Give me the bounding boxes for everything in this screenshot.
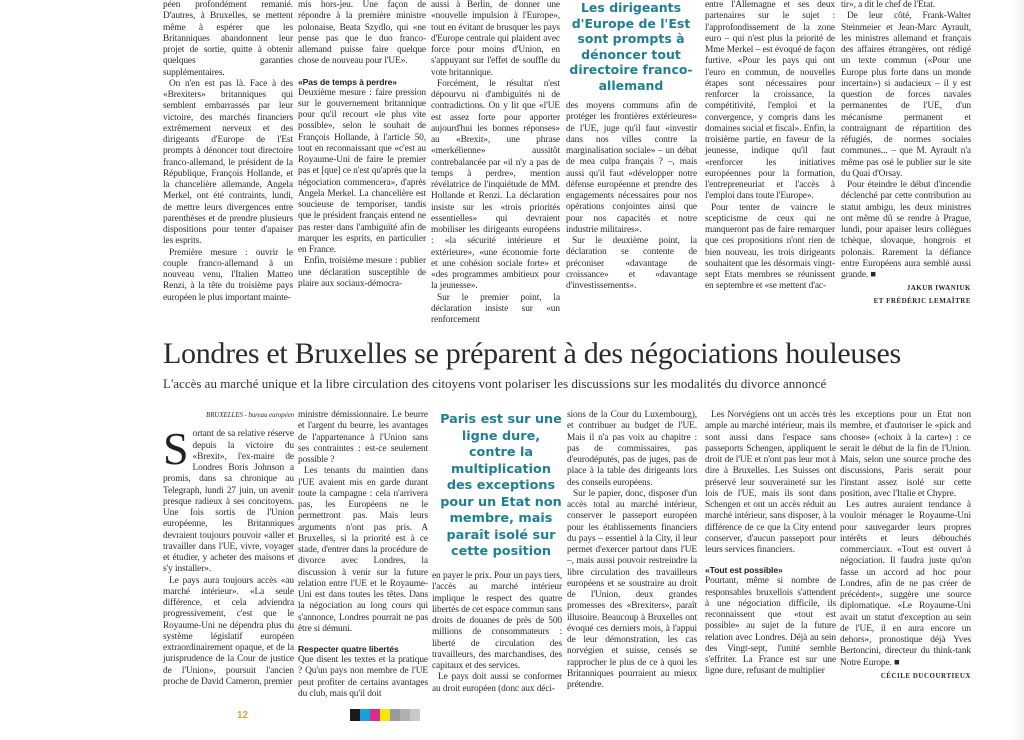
top-column-1 xyxy=(163,0,293,304)
main-column-2 xyxy=(298,410,428,700)
paragraph: Première mesure : ouvrir le couple franco-allemand à un nouveau venu, l'Italien Matteo Renzi, à la tête du troisième pays européen le plus important mainte- xyxy=(163,247,293,303)
paragraph: en payer le prix. Pour un pays tiers, l'accès au marché intérieur implique le respect des quatre libertés de cet espace commun sans droits de douanes de près de 500 millions de consommateurs : liberté de circulation des travailleurs, des marchandises, des capitaux et des services. xyxy=(432,571,562,671)
paragraph: Pour éteindre le début d'incendie déclenché par cette contribution au statut ambigu, les deux ministres ont même dû se rendre à Prague, lundi, pour apaiser leurs collègues tchèque, slovaque, hongrois et polonais. Rarement la défiance entre Européens aura semblé aussi grande. ■ xyxy=(841,180,971,280)
paragraph: Enfin, troisième mesure : publier une déclaration susceptible de plaire aux sociaux-démocra- xyxy=(298,256,426,289)
top-pullquote: Les dirigeants d'Europe de l'Est sont prompts à dénoncer tout directoire franco-allemand xyxy=(569,0,693,93)
paragraph-text: ortant de sa relative réserve depuis la victoire du «Brexit», l'ex-maire de Londres Boris Johnson a promis, dans sa chronique au Telegraph, lundi 27 juin, un avenir presque radieux à ses concitoyens. Une fois sortis de l'Union européenne, les Britanniques devraient toujours pouvoir «aller et travailler dans l'UE, vivre, voyager et étudier, y acheter des maisons et s'y installer». xyxy=(163,429,294,575)
paragraph: des moyens communs afin de protéger les frontières extérieures» de l'UE, juge qu'il faut «investir dans nos villes contre la marginalisation sociale» – un débat de mea culpa français ? –, mais aussi qu'il faut «développer notre défense européenne et prendre des engagements nécessaires pour nos opérations conjointes ainsi que pour nos capacités et notre industrie militaires». xyxy=(566,101,697,235)
subheading: «Pas de temps à perdre» xyxy=(298,76,397,87)
article-headline: Londres et Bruxelles se préparent à des négociations houleuses xyxy=(163,337,901,370)
paragraph: Les tenants du maintien dans l'UE avaient mis en garde durant toute la campagne : cela n'arrivera pas, les Européens ne le permettront pas. Mais leurs arguments n'ont pas pris. A Bruxelles, si la priorité est à ce stade, d'entrer dans la procédure de divorce avec Londres, la discussion à venir sur la future relation entre l'UE et le Royaume-Uni est dans toutes les têtes. Dans la négociation au long cours qui s'annonce, Londres pourrait ne pas être si démuni. xyxy=(298,466,428,634)
page-edge-shadow xyxy=(1010,0,1024,740)
paragraph: Deuxième mesure : faire pression sur le gouvernement britannique pour qu'il recourt «le plus vite possible», selon le souhait de François Hollande, à l'article 50, tout en reconnaissant que «c'est au Royaume-Uni de faire le premier pas et [que] ce n'est qu'après que la négociation commencera», d'après Angela Merkel. La chancelière est soucieuse de temporiser, tandis que le président français entend ne pas rester dans l'ambiguïté afin de marquer les esprits, en particulier en France. xyxy=(298,87,427,255)
paragraph: De leur côté, Frank-Walter Steinmeier et Jean-Marc Ayrault, les ministres allemand et français des affaires étrangères, ont rédigé un texte commun («Pour une Europe plus forte dans un monde incertain») si audacieux – il y est question de forces navales permanentes de l'UE, d'un mécanisme permanent et contraignant de répartition des réfugiés, de normes sociales communes... – que M. Ayrault n'a même pas osé le publier sur le site du Quai d'Orsay. xyxy=(841,11,971,179)
top-column-2 xyxy=(298,0,426,290)
color-swatch xyxy=(410,709,420,721)
article-subtitle: L'accès au marché unique et la libre circulation des citoyens vont polariser les discussions sur les modalités du divorce annoncé xyxy=(163,376,827,391)
paragraph: entre l'Allemagne et ses deux partenaires sur le sujet : l'approfondissement de la zone euro – qui n'est plus la priorité de Mme Merkel – est évoqué de façon furtive. «Pour les pays qui ont l'euro en commun, de nouvelles étapes sont nécessaires pour renforcer la croissance, la compétitivité, l'emploi et la convergence, y compris dans les domaines social et fiscal». Enfin, la troisième partie, en faveur de la jeunesse, indique qu'il faut «renforcer les initiatives européennes pour la formation, l'entrepreneuriat et l'accès à l'emploi dans toute l'Europe». xyxy=(705,0,835,202)
color-swatch xyxy=(350,709,360,721)
paragraph: ministre démissionnaire. Le beurre et l'argent du beurre, les avantages de l'appartenance à l'Union sans ses contraintes : est-ce seulement possible ? xyxy=(298,410,428,465)
paragraph: les exceptions pour un Etat non membre, et d'autoriser le «pick and choose» («choix à la carte») : ce serait le début de la fin de l'Union. Mais, selon une source proche des discussions, Paris serait pour l'instant assez isolé sur cette position, avec l'Italie et Chypre. xyxy=(840,410,971,499)
top-column-3 xyxy=(431,0,560,326)
top-column-5 xyxy=(705,0,835,293)
paragraph: Le pays doit aussi se conformer au droit européen (donc aux déci- xyxy=(432,672,562,694)
top-column-6 xyxy=(841,0,971,307)
paragraph: sions de la Cour du Luxembourg), et contribuer au budget de l'UE. Mais il n'a pas voix au chapitre : pas de commissaires, pas d'eurodéputés, pas de juges, pas de place à la table des dirigeants lors des conseils européens. xyxy=(567,410,697,488)
paragraph: Les autres auraient tendance à vouloir ménager le Royaume-Uni pour sauvegarder leurs propres intérêts et leurs débouchés commerciaux. «Tout est ouvert à négociation. Il faudra juste qu'on fasse un accord ad hoc pour Londres, afin de ne pas créer de précédent», suggère une source diplomatique. «Le Royaume-Uni avait un statut d'exception au sein de l'UE, il en aura encore un dehors», pronostique déjà Yves Bertoncini, directeur du think-tank Notre Europe. ■ xyxy=(840,500,971,668)
main-column-3 xyxy=(432,571,562,695)
top-column-4 xyxy=(566,101,697,292)
paragraph: Forcément, le résultat n'est dépourvu ni d'ambiguïtés ni de contradictions. On y lit que «l'UE est assez forte pour apporter aujourd'hui les bonnes réponses» au «Brexit», une phrase «merkélienne» aussitôt contrebalancée par «il n'y a pas de temps à perdre», mention révélatrice de l'inquiétude de MM. Hollande et Renzi. La déclaration insiste sur les «trois priorités essentielles» qui devraient mobiliser les dirigeants européens : «la sécurité intérieure et extérieure», «une économie forte et une cohésion sociale forte» et «des programmes ambitieux pour la jeunesse». xyxy=(431,78,560,292)
print-color-bar xyxy=(350,709,420,721)
color-swatch xyxy=(390,709,400,721)
paragraph: On n'en est pas là. Face à des «Brexiters» britanniques qui semblent embarrassés par leur victoire, des marchés financiers extrêmement nerveux et des dirigeants d'Europe de l'Est prompts à dénoncer tout directoire franco-allemand, le président de la République, François Hollande, et la chancelière allemande, Angela Merkel, ont été contraints, lundi, de mettre leurs divergences entre parenthèses et de prendre plusieurs dispositions pour tenter d'apaiser les esprits. xyxy=(163,78,293,247)
color-swatch xyxy=(380,709,390,721)
paragraph: Sur le premier point, la déclaration insiste sur «un renforcement xyxy=(431,292,560,325)
main-column-6 xyxy=(840,410,971,682)
subheading: Respecter quatre libertés xyxy=(298,644,399,654)
paragraph: Sur le deuxième point, la déclaration se contente de préconiser «davantage de croissance» et «davantage d'investissements». xyxy=(566,236,697,291)
paragraph: péen profondément remanié. D'autres, à Bruxelles, se mettent même à espérer que les Britanniques abandonnent leur projet de sortie, quitte à obtenir quelques garanties supplémentaires. xyxy=(163,0,293,78)
paragraph: aussi à Berlin, de donner une «nouvelle impulsion à l'Europe», tout en évitant de brusquer les pays d'Europe centrale qui plaident avec force pour moins d'Union, en s'appuyant sur l'effet de souffle du vote britannique. xyxy=(431,0,560,78)
page-number: 12 xyxy=(237,710,249,721)
paragraph: Le pays aura toujours accès «au marché intérieur». «La seule différence, et cela adviendra progressivement, c'est que le Royaume-Uni ne dépendra plus du système législatif européen extraordinairement opaque, et de la jurisprudence de la Cour de justice de l'Union», poursuit l'ancien proche de David Cameron, premier xyxy=(163,575,294,687)
paragraph: Sur le papier, donc, disposer d'un accès total au marché intérieur, conserver le passeport européen pour les établissements financiers du pays – essentiel à la City, il leur permet d'exercer partout dans l'UE –, mais aussi pouvoir restreindre la libre circulation des travailleurs européens et se soustraire au droit de l'Union, deux grandes promesses des «Brexiters», paraît illusoire. Beaucoup à Bruxelles ont évoqué ces derniers mois, à l'appui de leur démonstration, les cas norvégien et suisse, censés se rapprocher le plus de ce à quoi les Britanniques pourraient au mieux prétendre. xyxy=(567,488,697,690)
paragraph: tir», a dit le chef de l'Etat. xyxy=(841,0,935,10)
author-byline: CÉCILE DUCOURTIEUX xyxy=(880,671,971,680)
paragraph: Pour tenter de vaincre le scepticisme de ceux qui ne manqueront pas de faire remarquer que ces propositions n'ont rien de bien nouveau, les trois dirigeants souhaitent que les désormais vingt-sept Etats membres se réunissent en septembre et «se mettent d'ac- xyxy=(705,202,835,292)
main-column-5 xyxy=(705,410,836,678)
drop-cap: S xyxy=(163,423,189,475)
main-column-1 xyxy=(163,410,294,688)
paragraph: Les Norvégiens ont un accès très ample au marché intérieur, mais ils sont aussi dans l'espace sans passeports Schengen, appliquent le droit de l'UE et n'ont pas leur mot à dire à Bruxelles. Les Suisses ont préservé leur souveraineté sur les lois de l'UE, mais ils sont dans Schengen et ont un accès réduit au marché intérieur, sans disposer, à la différence de ce que la City entend conserver, d'aucun passeport pour leurs services financiers. xyxy=(705,410,836,555)
main-pullquote: Paris est sur une ligne dure, contre la multiplication des exceptions pour un Etat non membre, mais paraît isolé sur cette position xyxy=(440,412,562,559)
paragraph: Que disent les textes et la pratique ? Qu'un pays non membre de l'UE peut profiter de certains avantages du club, mais qu'il doit xyxy=(298,655,428,699)
paragraph: Pourtant, même si nombre de responsables bruxellois s'attendent à une négociation difficile, ils reconnaissent que «tout est possible» au sujet de la future relation avec Londres. Déjà au sein des Vingt-sept, l'unité semble s'effriter. La France est sur une ligne dure, refusant de multiplier xyxy=(705,576,836,677)
color-swatch xyxy=(360,709,370,721)
color-swatch xyxy=(400,709,410,721)
dateline: BRUXELLES - bureau européen xyxy=(206,411,294,419)
paragraph xyxy=(163,423,294,575)
paragraph: mis hors-jeu. Une façon de répondre à la première ministre polonaise, Beata Szydlo, qui «ne pense pas que le duo franco-allemand puisse faire quelque chose de nouveau pour l'UE». xyxy=(298,0,426,67)
color-swatch xyxy=(370,709,380,721)
author-byline: JAKUB IWANIUK xyxy=(906,284,971,293)
subheading: «Tout est possible» xyxy=(705,565,783,576)
main-column-4 xyxy=(567,410,697,691)
author-byline: ET FRÉDÉRIC LEMAÎTRE xyxy=(873,297,971,306)
